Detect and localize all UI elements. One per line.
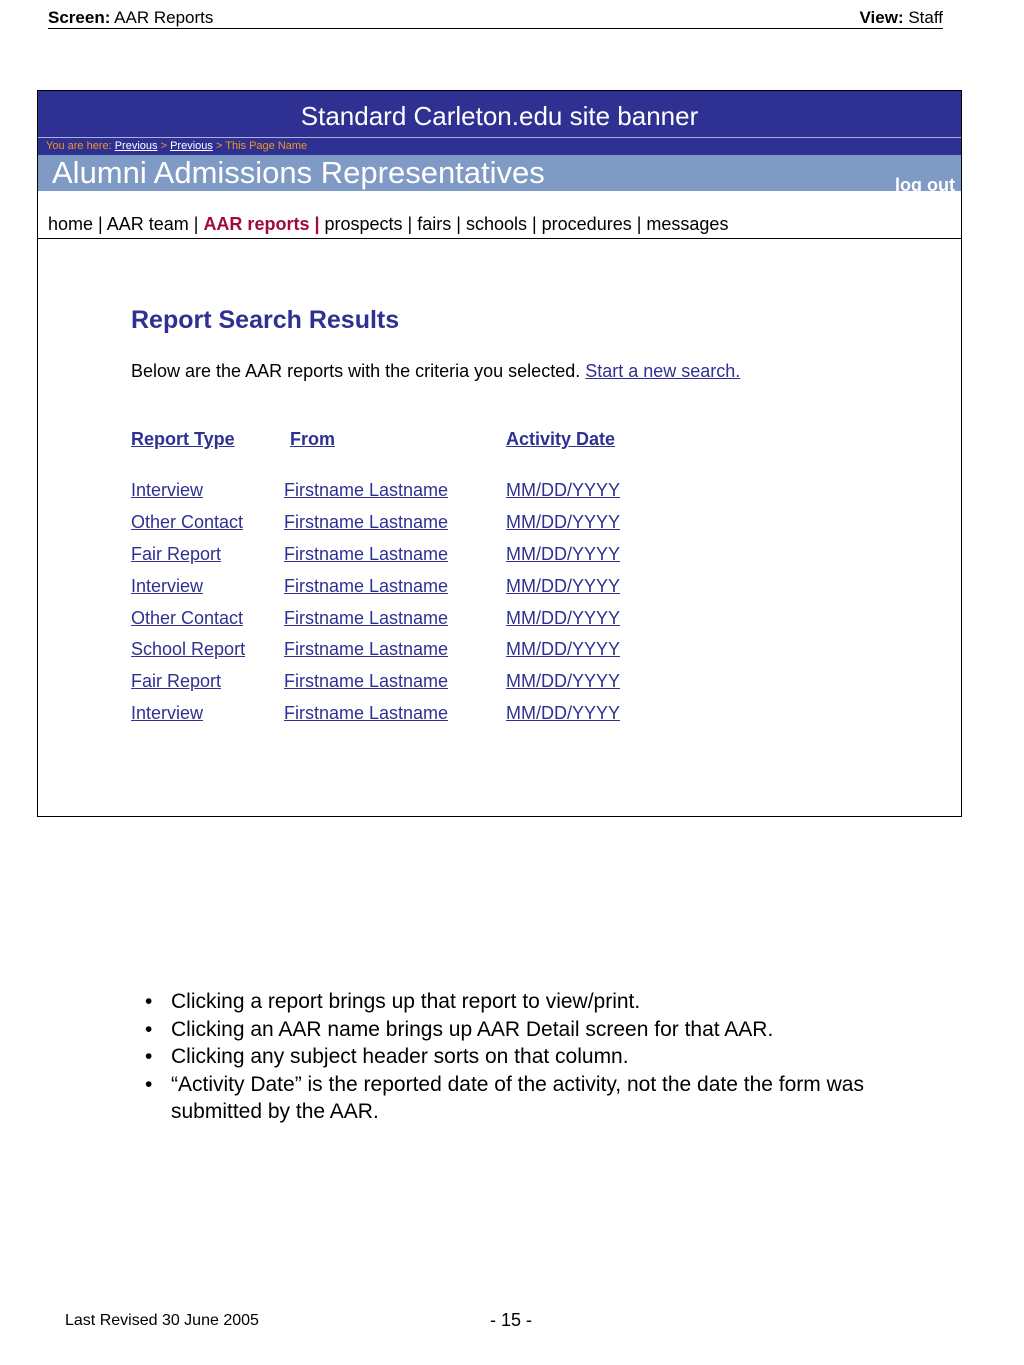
nav-item-fairs[interactable]: fairs <box>417 214 452 234</box>
breadcrumb-link-previous-2[interactable]: Previous <box>170 140 213 152</box>
note-item: • “Activity Date” is the reported date of the activity, not the date the form was submitted by the AAR. <box>143 1071 943 1126</box>
page-title: Report Search Results <box>131 306 400 334</box>
breadcrumb-separator: > <box>160 140 168 152</box>
nav-item-messages[interactable]: messages <box>646 214 729 234</box>
activity-date-link[interactable]: MM/DD/YYYY <box>506 575 621 596</box>
activity-date-link[interactable]: MM/DD/YYYY <box>506 639 621 660</box>
nav-item-schools[interactable]: schools <box>465 214 527 234</box>
screen-label-value: AAR Reports <box>114 8 214 27</box>
breadcrumb-current: This Page Name <box>225 140 308 152</box>
table-row <box>0 703 1024 735</box>
activity-date-link[interactable]: MM/DD/YYYY <box>506 703 621 724</box>
table-row <box>0 608 1024 640</box>
aar-name-link[interactable]: Firstname Lastname <box>284 703 449 724</box>
report-type-link[interactable]: Other Contact <box>131 607 244 628</box>
intro-text <box>131 361 740 382</box>
aar-name-link[interactable]: Firstname Lastname <box>284 480 449 500</box>
nav-separator: | <box>402 214 418 234</box>
nav-separator: | <box>631 214 647 234</box>
note-item: • Clicking an AAR name brings up AAR Detail screen for that AAR. <box>143 1016 943 1044</box>
header-activity-date[interactable]: Activity Date <box>506 429 616 449</box>
activity-date-link[interactable]: MM/DD/YYYY <box>506 480 621 500</box>
table-row <box>0 512 1024 544</box>
intro-sentence: Below are the AAR reports with the criteria you selected. <box>131 361 581 381</box>
breadcrumb <box>38 138 961 155</box>
breadcrumb-prefix: You are here: <box>46 140 112 152</box>
activity-date-link[interactable]: MM/DD/YYYY <box>506 671 621 692</box>
report-type-link[interactable]: Interview <box>131 575 204 596</box>
table-row <box>0 671 1024 703</box>
logout-link[interactable]: log out <box>895 175 955 195</box>
nav-separator: | <box>188 214 204 234</box>
nav-item-aar-team[interactable]: AAR team <box>106 214 189 234</box>
view-label <box>860 8 943 28</box>
activity-date-link[interactable]: MM/DD/YYYY <box>506 543 621 564</box>
aar-name-link[interactable]: Firstname Lastname <box>284 543 449 564</box>
breadcrumb-link-previous-1[interactable]: Previous <box>114 140 158 152</box>
note-item: • Clicking a report brings up that report to view/print. <box>143 988 943 1016</box>
annotation-notes <box>143 988 943 1126</box>
site-title: Alumni Admissions Representatives <box>52 155 545 190</box>
aar-name-link[interactable]: Firstname Lastname <box>284 607 449 628</box>
table-row <box>0 544 1024 576</box>
aar-name-link[interactable]: Firstname Lastname <box>284 671 449 692</box>
footer-page-number: - 15 - <box>490 1310 533 1330</box>
activity-date-link[interactable]: MM/DD/YYYY <box>506 607 621 628</box>
report-type-link[interactable]: Interview <box>131 480 204 500</box>
nav-item-aar-reports[interactable]: AAR reports <box>203 214 310 234</box>
nav-separator: | <box>526 214 542 234</box>
results-table <box>0 480 1024 735</box>
activity-date-link[interactable]: MM/DD/YYYY <box>506 511 621 532</box>
table-row <box>0 639 1024 671</box>
header-report-type[interactable]: Report Type <box>131 429 235 449</box>
nav-separator: | <box>451 214 466 234</box>
report-type-link[interactable]: Other Contact <box>131 511 244 532</box>
aar-name-link[interactable]: Firstname Lastname <box>284 639 449 660</box>
new-search-link[interactable]: Start a new search. <box>585 361 741 381</box>
screen-label-key: Screen: <box>48 8 111 27</box>
site-title-bar <box>38 155 961 195</box>
report-type-link[interactable]: Fair Report <box>131 671 222 692</box>
header-from[interactable]: From <box>290 429 335 449</box>
table-row <box>0 480 1024 512</box>
table-row <box>0 576 1024 608</box>
aar-name-link[interactable]: Firstname Lastname <box>284 511 449 532</box>
note-item: • Clicking any subject header sorts on that column. <box>143 1043 943 1071</box>
nav-separator: | <box>309 214 325 234</box>
footer-revised: Last Revised 30 June 2005 <box>65 1312 259 1329</box>
nav-item-prospects[interactable]: prospects <box>324 214 403 234</box>
site-banner: Standard Carleton.edu site banner <box>38 91 961 138</box>
view-label-value: Staff <box>908 8 943 27</box>
view-label-key: View: <box>859 8 904 27</box>
nav-item-home[interactable]: home <box>48 214 94 234</box>
screen-label <box>48 8 213 28</box>
page-header <box>48 8 943 29</box>
aar-name-link[interactable]: Firstname Lastname <box>284 575 449 596</box>
nav-item-procedures[interactable]: procedures <box>541 214 632 234</box>
main-nav <box>38 191 961 239</box>
report-type-link[interactable]: Interview <box>131 703 204 724</box>
nav-separator: | <box>93 214 107 234</box>
report-type-link[interactable]: Fair Report <box>131 543 222 564</box>
breadcrumb-separator: > <box>215 140 223 152</box>
report-type-link[interactable]: School Report <box>131 639 246 660</box>
